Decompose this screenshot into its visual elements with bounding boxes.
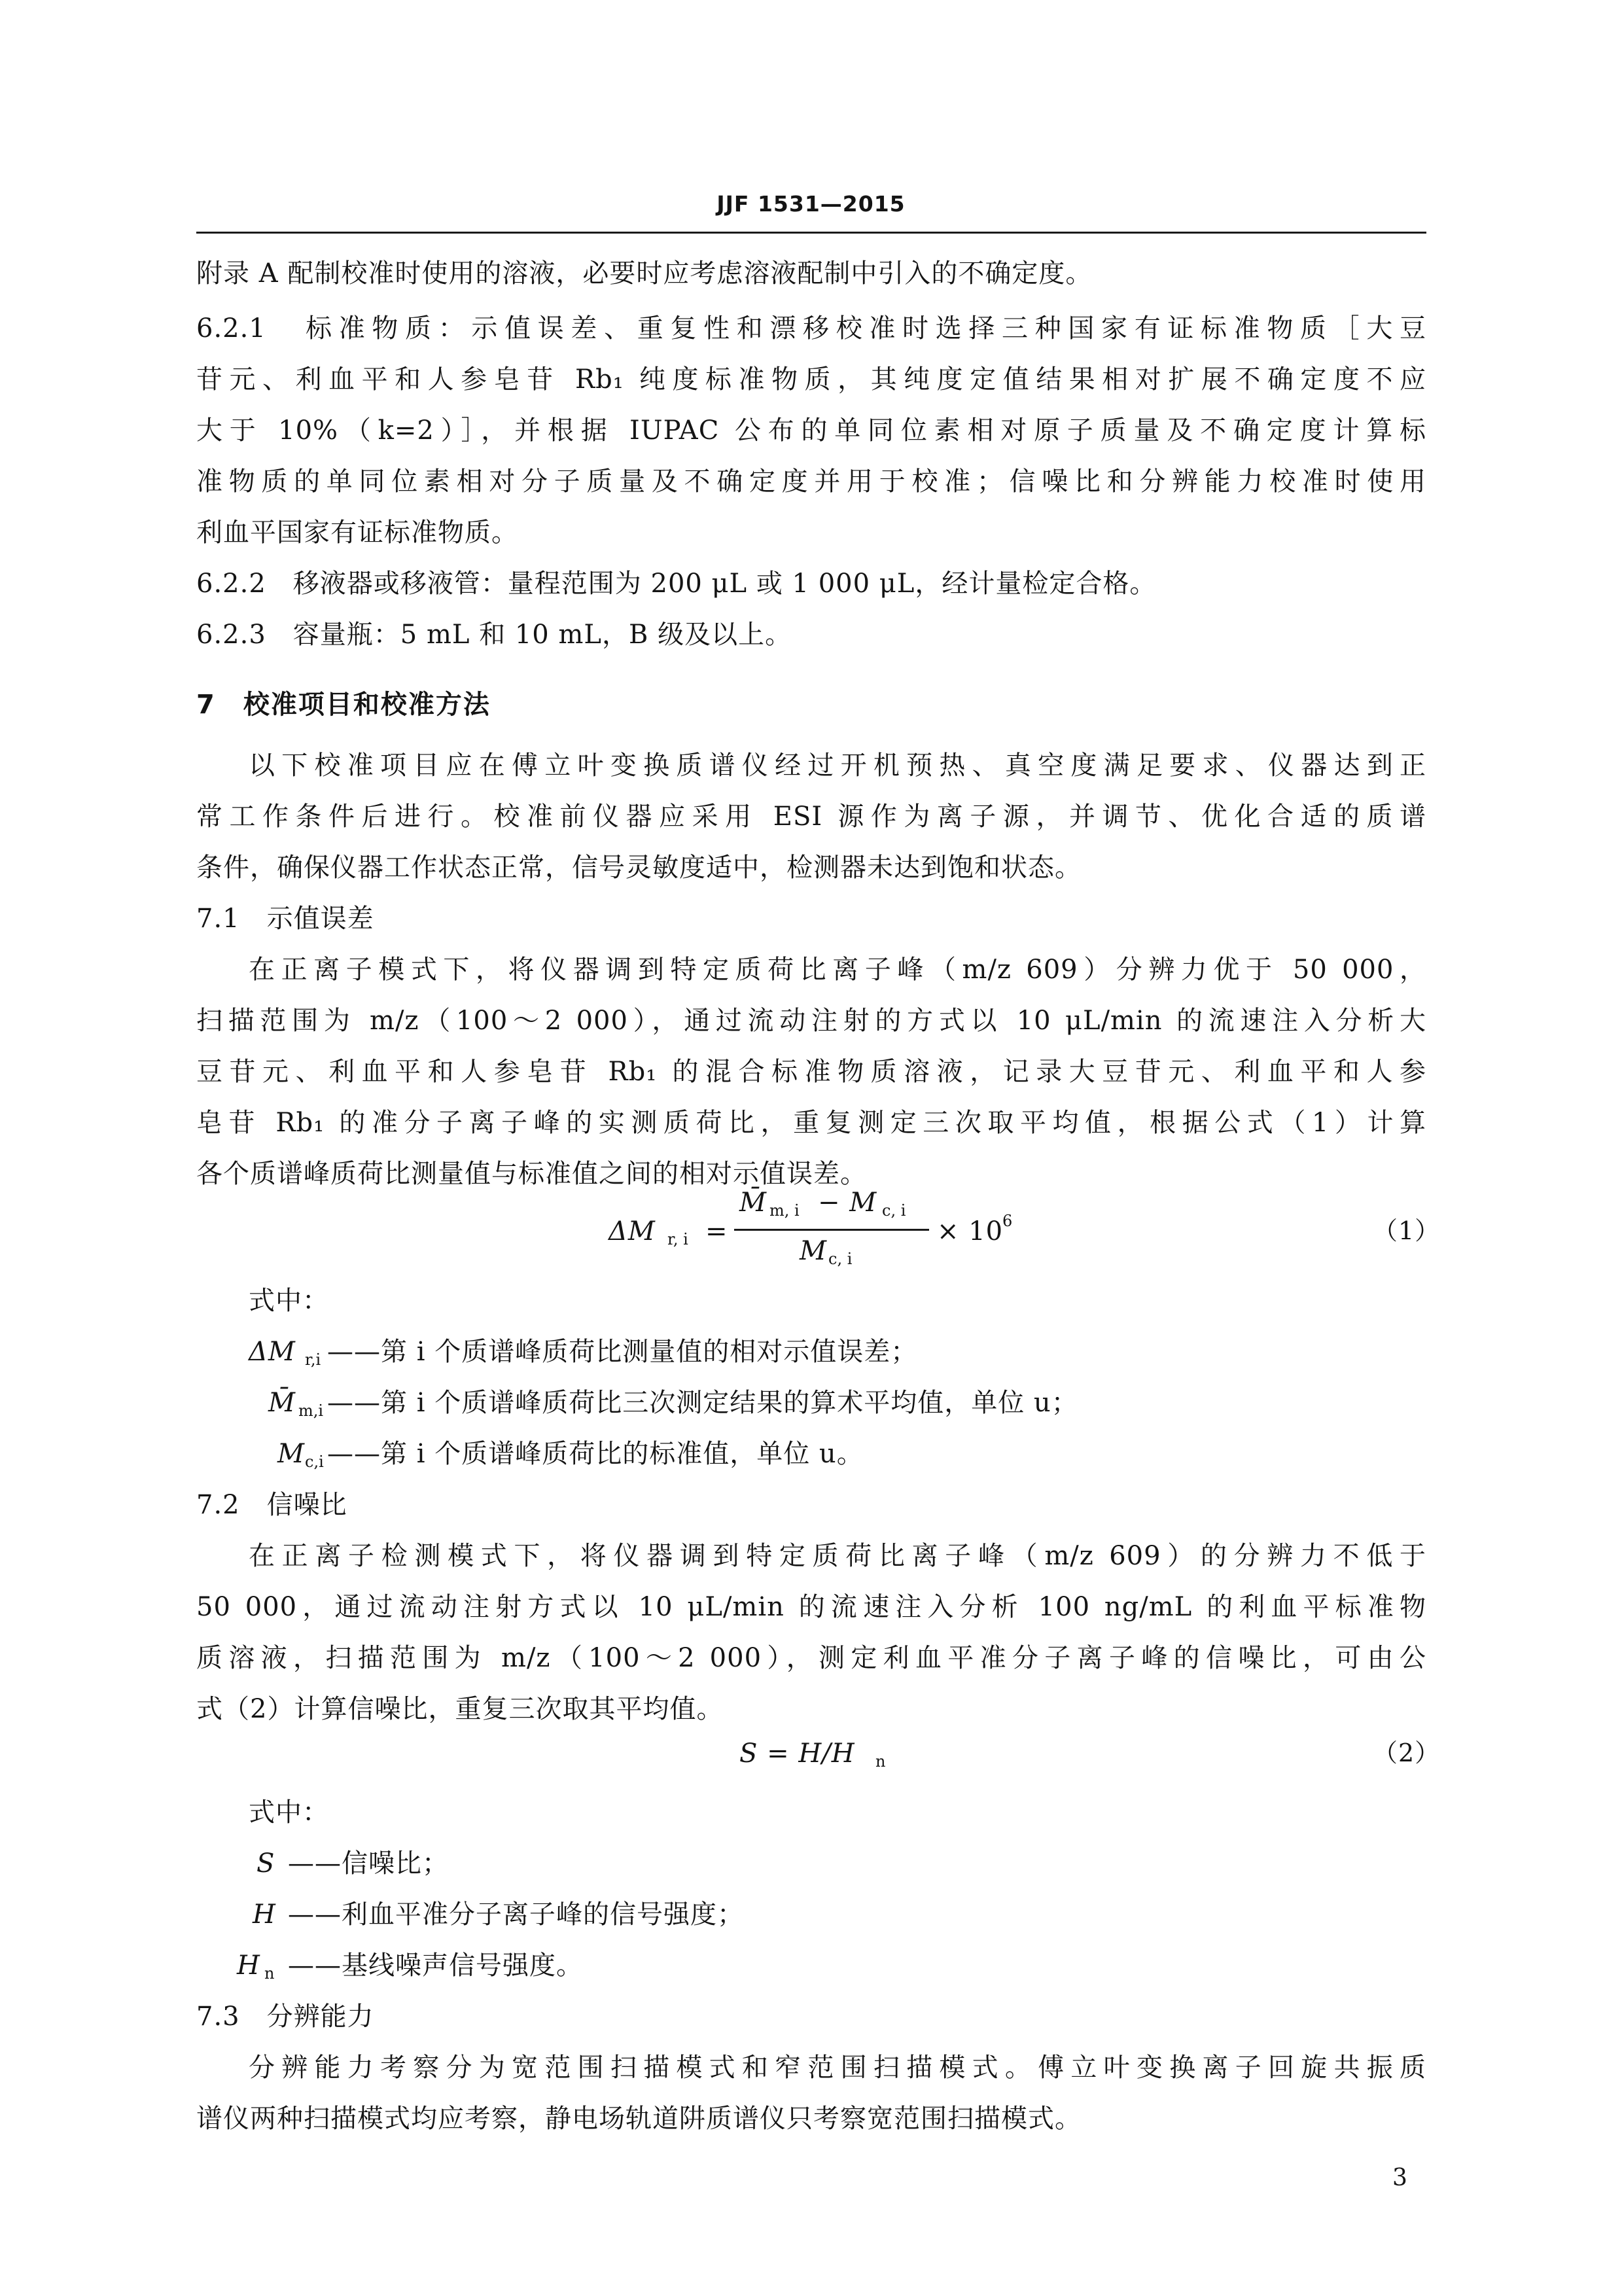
eq1-equals: = [705, 1216, 728, 1246]
text-line: 以下校准项目应在傅立叶变换质谱仪经过开机预热、真空度满足要求、仪器达到正 [249, 751, 1426, 781]
def-symbol: H [253, 1899, 276, 1930]
text-line: 50 000，通过流动注射方式以 10 μL/min 的流速注入分析 100 ng/mL 的利血平标准物 [196, 1592, 1426, 1622]
def-text: ——利血平准分子离子峰的信号强度； [288, 1899, 744, 1930]
def-symbol: M̄ [268, 1388, 296, 1418]
text-line: 式（2）计算信噪比，重复三次取其平均值。 [196, 1694, 724, 1724]
text-line: 皂苷 Rb₁ 的准分子离子峰的实测质荷比，重复测定三次取平均值，根据公式（1）计算 [196, 1108, 1426, 1138]
subsection-heading: 7.2 信噪比 [196, 1490, 347, 1520]
text-line: 分辨能力考察分为宽范围扫描模式和窄范围扫描模式。傅立叶变换离子回旋共振质 [249, 2053, 1426, 2083]
text-line: 6.2.2 移液器或移液管：量程范围为 200 μL 或 1 000 μL，经计量检定合格。 [196, 569, 1157, 599]
subsection-heading: 7.1 示值误差 [196, 904, 374, 934]
text-line: 质溶液，扫描范围为 m/z（100～2 000），测定利血平准分子离子峰的信噪比，可由公 [196, 1643, 1426, 1673]
text-line: 附录 A 配制校准时使用的溶液，必要时应考虑溶液配制中引入的不确定度。 [196, 258, 1093, 289]
eq1-denominator-sub: c, i [828, 1250, 853, 1268]
text-line: 在正离子检测模式下，将仪器调到特定质荷比离子峰（m/z 609）的分辨力不低于 [249, 1541, 1426, 1571]
text-line: 利血平国家有证标准物质。 [196, 518, 518, 548]
text-line: 豆苷元、利血平和人参皂苷 Rb₁ 的混合标准物质溶液，记录大豆苷元、利血平和人参 [196, 1057, 1426, 1087]
eq1-times: × 10 [937, 1216, 1004, 1246]
eq1-numerator-sub1: m, i [769, 1201, 800, 1220]
eq1-numerator-mean: M̄ [739, 1188, 767, 1218]
section-heading: 7 校准项目和校准方法 [196, 690, 491, 720]
eq1-lhs: ΔM [608, 1216, 656, 1246]
def-text: ——第 i 个质谱峰质荷比测量值的相对示值误差； [327, 1337, 918, 1367]
def-symbol: M [277, 1439, 305, 1469]
header-rule [196, 232, 1426, 234]
where-label: 式中： [249, 1797, 329, 1828]
def-symbol: H [237, 1951, 260, 1981]
page-number: 3 [1392, 2164, 1407, 2191]
text-line: 谱仪两种扫描模式均应考察，静电场轨道阱质谱仪只考察宽范围扫描模式。 [196, 2104, 1082, 2134]
def-symbol-sub: c,i [305, 1453, 324, 1471]
document-code-header: JJF 1531—2015 [716, 191, 906, 217]
eq1-numerator-minus: − M [818, 1188, 877, 1218]
eq1-lhs-sub: r, i [667, 1230, 688, 1248]
where-label: 式中： [249, 1286, 329, 1316]
def-text: ——基线噪声信号强度。 [288, 1951, 583, 1981]
def-symbol: S [256, 1848, 275, 1879]
def-text: ——第 i 个质谱峰质荷比的标准值，单位 u。 [327, 1439, 864, 1469]
text-line: 苷元、利血平和人参皂苷 Rb₁ 纯度标准物质，其纯度定值结果相对扩展不确定度不应 [196, 364, 1426, 395]
text-line: 各个质谱峰质荷比测量值与标准值之间的相对示值误差。 [196, 1159, 867, 1189]
eq1-exponent: 6 [1002, 1212, 1013, 1230]
eq1-numerator-sub2: c, i [882, 1201, 906, 1220]
text-line: 常工作条件后进行。校准前仪器应采用 ESI 源作为离子源，并调节、优化合适的质谱 [196, 802, 1426, 832]
eq1-number: （1） [1373, 1216, 1441, 1245]
eq2-body: S = H/H [739, 1739, 855, 1769]
text-line: 6.2.1 标准物质：示值误差、重复性和漂移校准时选择三种国家有证标准物质［大豆 [196, 313, 1426, 344]
eq2-number: （2） [1373, 1739, 1441, 1767]
text-line: 6.2.3 容量瓶：5 mL 和 10 mL，B 级及以上。 [196, 620, 792, 650]
def-text: ——信噪比； [288, 1848, 449, 1879]
eq1-denominator: M [800, 1236, 827, 1266]
def-text: ——第 i 个质谱峰质荷比三次测定结果的算术平均值，单位 u； [327, 1388, 1078, 1418]
text-line: 大于 10%（k=2）］，并根据 IUPAC 公布的单同位素相对原子质量及不确定度计算标 [196, 415, 1426, 446]
subsection-heading: 7.3 分辨能力 [196, 2002, 374, 2032]
def-symbol-sub: n [264, 1964, 275, 1983]
def-symbol-sub: m,i [298, 1402, 324, 1420]
def-symbol: ΔM [249, 1337, 296, 1367]
def-symbol-sub: r,i [305, 1351, 321, 1369]
text-line: 在正离子模式下，将仪器调到特定质荷比离子峰（m/z 609）分辨力优于 50 000， [249, 955, 1426, 985]
eq2-sub: n [875, 1752, 886, 1771]
text-line: 扫描范围为 m/z（100～2 000），通过流动注射的方式以 10 μL/min 的流速注入分析大 [196, 1006, 1426, 1036]
text-line: 条件，确保仪器工作状态正常，信号灵敏度适中，检测器未达到饱和状态。 [196, 853, 1082, 883]
eq1-fraction-bar [734, 1229, 929, 1231]
text-line: 准物质的单同位素相对分子质量及不确定度并用于校准；信噪比和分辨能力校准时使用 [196, 467, 1426, 497]
